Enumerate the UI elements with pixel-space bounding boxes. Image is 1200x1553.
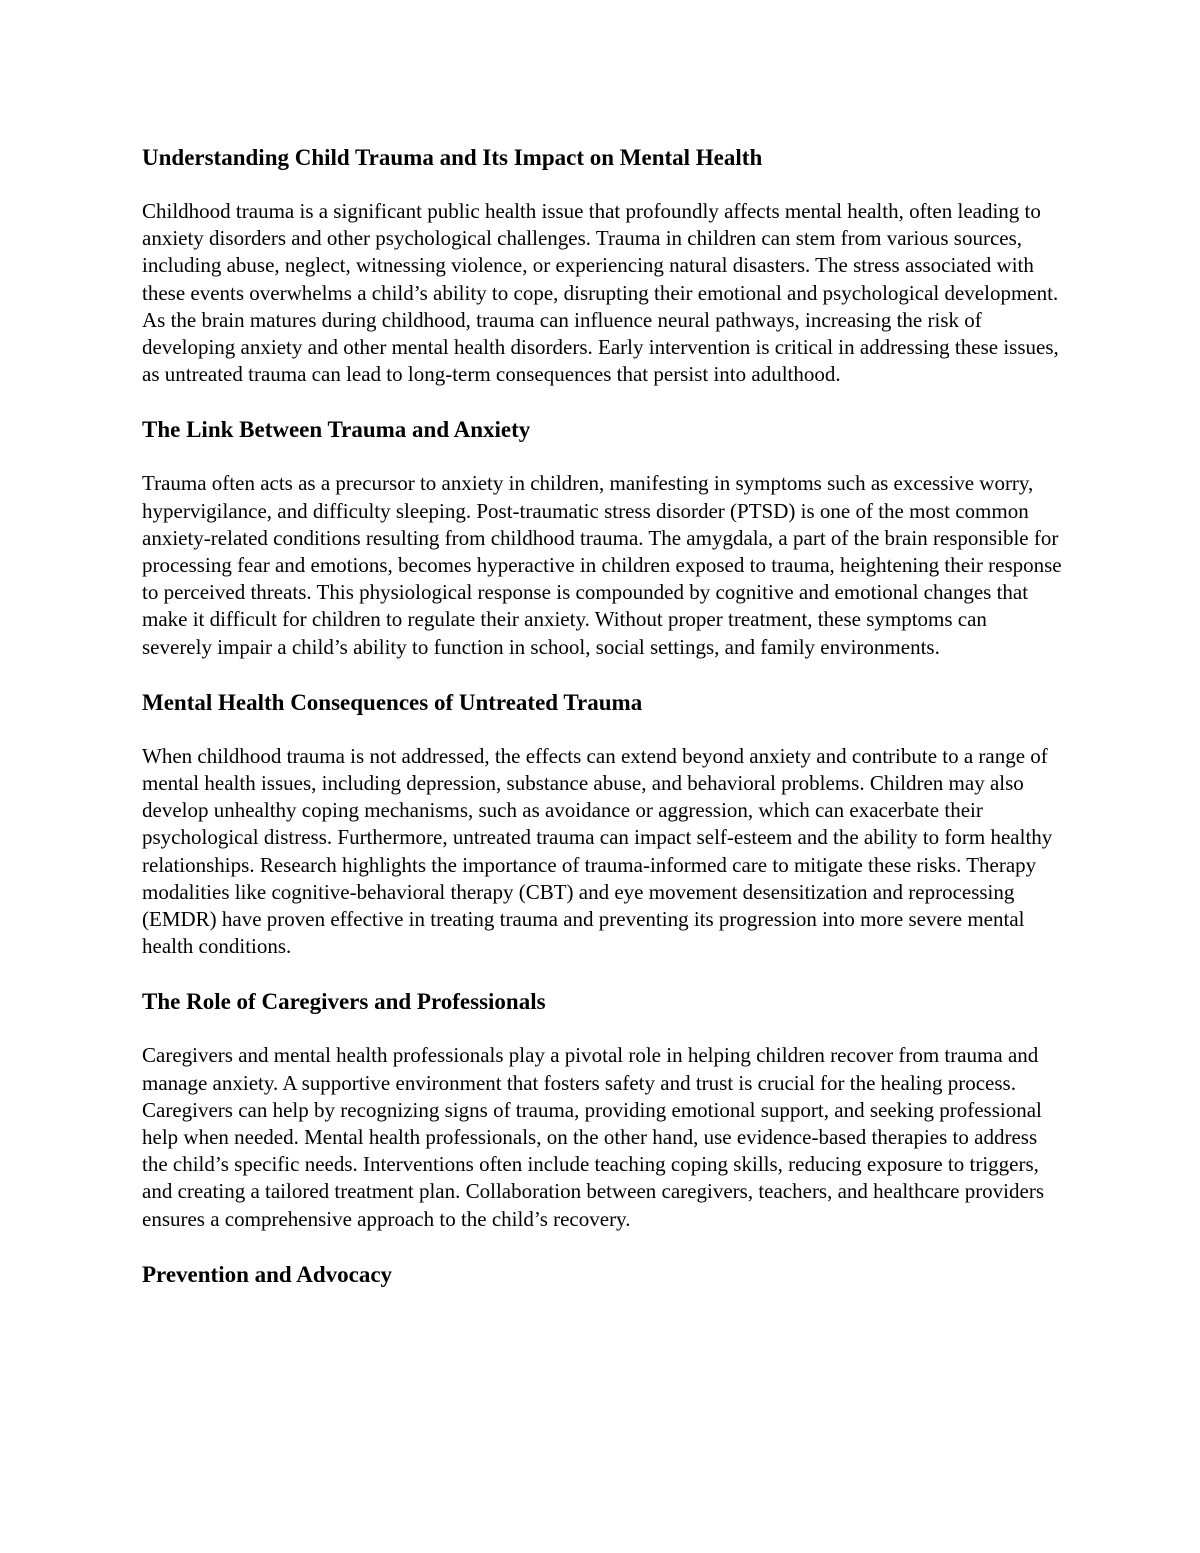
section-heading-prevention-advocacy: Prevention and Advocacy: [142, 1261, 393, 1287]
section-body-caregivers-professionals: Caregivers and mental health professionals play a pivotal role in helping children recover from trauma and manage anxiety. A supportive environment that fosters safety and trust is crucial for the healing process. Caregivers can help by recognizing signs of trauma, providing emotional support, and seeking professional help when needed. Mental health professionals, on the other hand, use evidence-based therapies to address the child’s specific needs. Interventions often include teaching coping skills, reducing exposure to triggers, and creating a tailored treatment plan. Collaboration between caregivers, teachers, and healthcare providers ensures a comprehensive approach to the child’s recovery.: [142, 1043, 1045, 1231]
section-heading-trauma-anxiety-link: The Link Between Trauma and Anxiety: [142, 417, 531, 443]
section-body-trauma-anxiety-link: Trauma often acts as a precursor to anxiety in children, manifesting in symptoms such as excessive worry, hypervigilance, and difficulty sleeping. Post-traumatic stress disorder (PTSD) is one of the most common anxiety-related conditions resulting from childhood trauma. The amygdala, a part of the brain responsible for processing fear and emotions, becomes hyperactive in children exposed to trauma, heightening their response to perceived threats. This physiological response is compounded by cognitive and emotional changes that make it difficult for children to regulate their anxiety. Without proper treatment, these symptoms can severely impair a child’s ability to function in school, social settings, and family environments.: [142, 471, 1062, 659]
section-heading-caregivers-professionals: The Role of Caregivers and Professionals: [142, 989, 546, 1015]
section-body-untreated-consequences: When childhood trauma is not addressed, the effects can extend beyond anxiety and contribute to a range of mental health issues, including depression, substance abuse, and behavioral problems. Children may also develop unhealthy coping mechanisms, such as avoidance or aggression, which can exacerbate their psychological distress. Furthermore, untreated trauma can impact self-esteem and the ability to form healthy relationships. Research highlights the importance of trauma-informed care to mitigate these risks. Therapy modalities like cognitive-behavioral therapy (CBT) and eye movement desensitization and reprocessing (EMDR) have proven effective in treating trauma and preventing its progression into more severe mental health conditions.: [142, 743, 1053, 959]
section-heading-untreated-consequences: Mental Health Consequences of Untreated Trauma: [142, 689, 643, 715]
section-heading-trauma-impact: Understanding Child Trauma and Its Impact on Mental Health: [142, 145, 763, 170]
document-content: [142, 143, 1062, 1290]
section-body-trauma-impact: Childhood trauma is a significant public health issue that profoundly affects mental health, often leading to anxiety disorders and other psychological challenges. Trauma in children can stem from various sources, including abuse, neglect, witnessing violence, or experiencing natural disasters. The stress associated with these events overwhelms a child’s ability to cope, disrupting their emotional and psychological development. As the brain matures during childhood, trauma can influence neural pathways, increasing the risk of developing anxiety and other mental health disorders. Early intervention is critical in addressing these issues, as untreated trauma can lead to long-term consequences that persist into adulthood.: [142, 199, 1059, 387]
